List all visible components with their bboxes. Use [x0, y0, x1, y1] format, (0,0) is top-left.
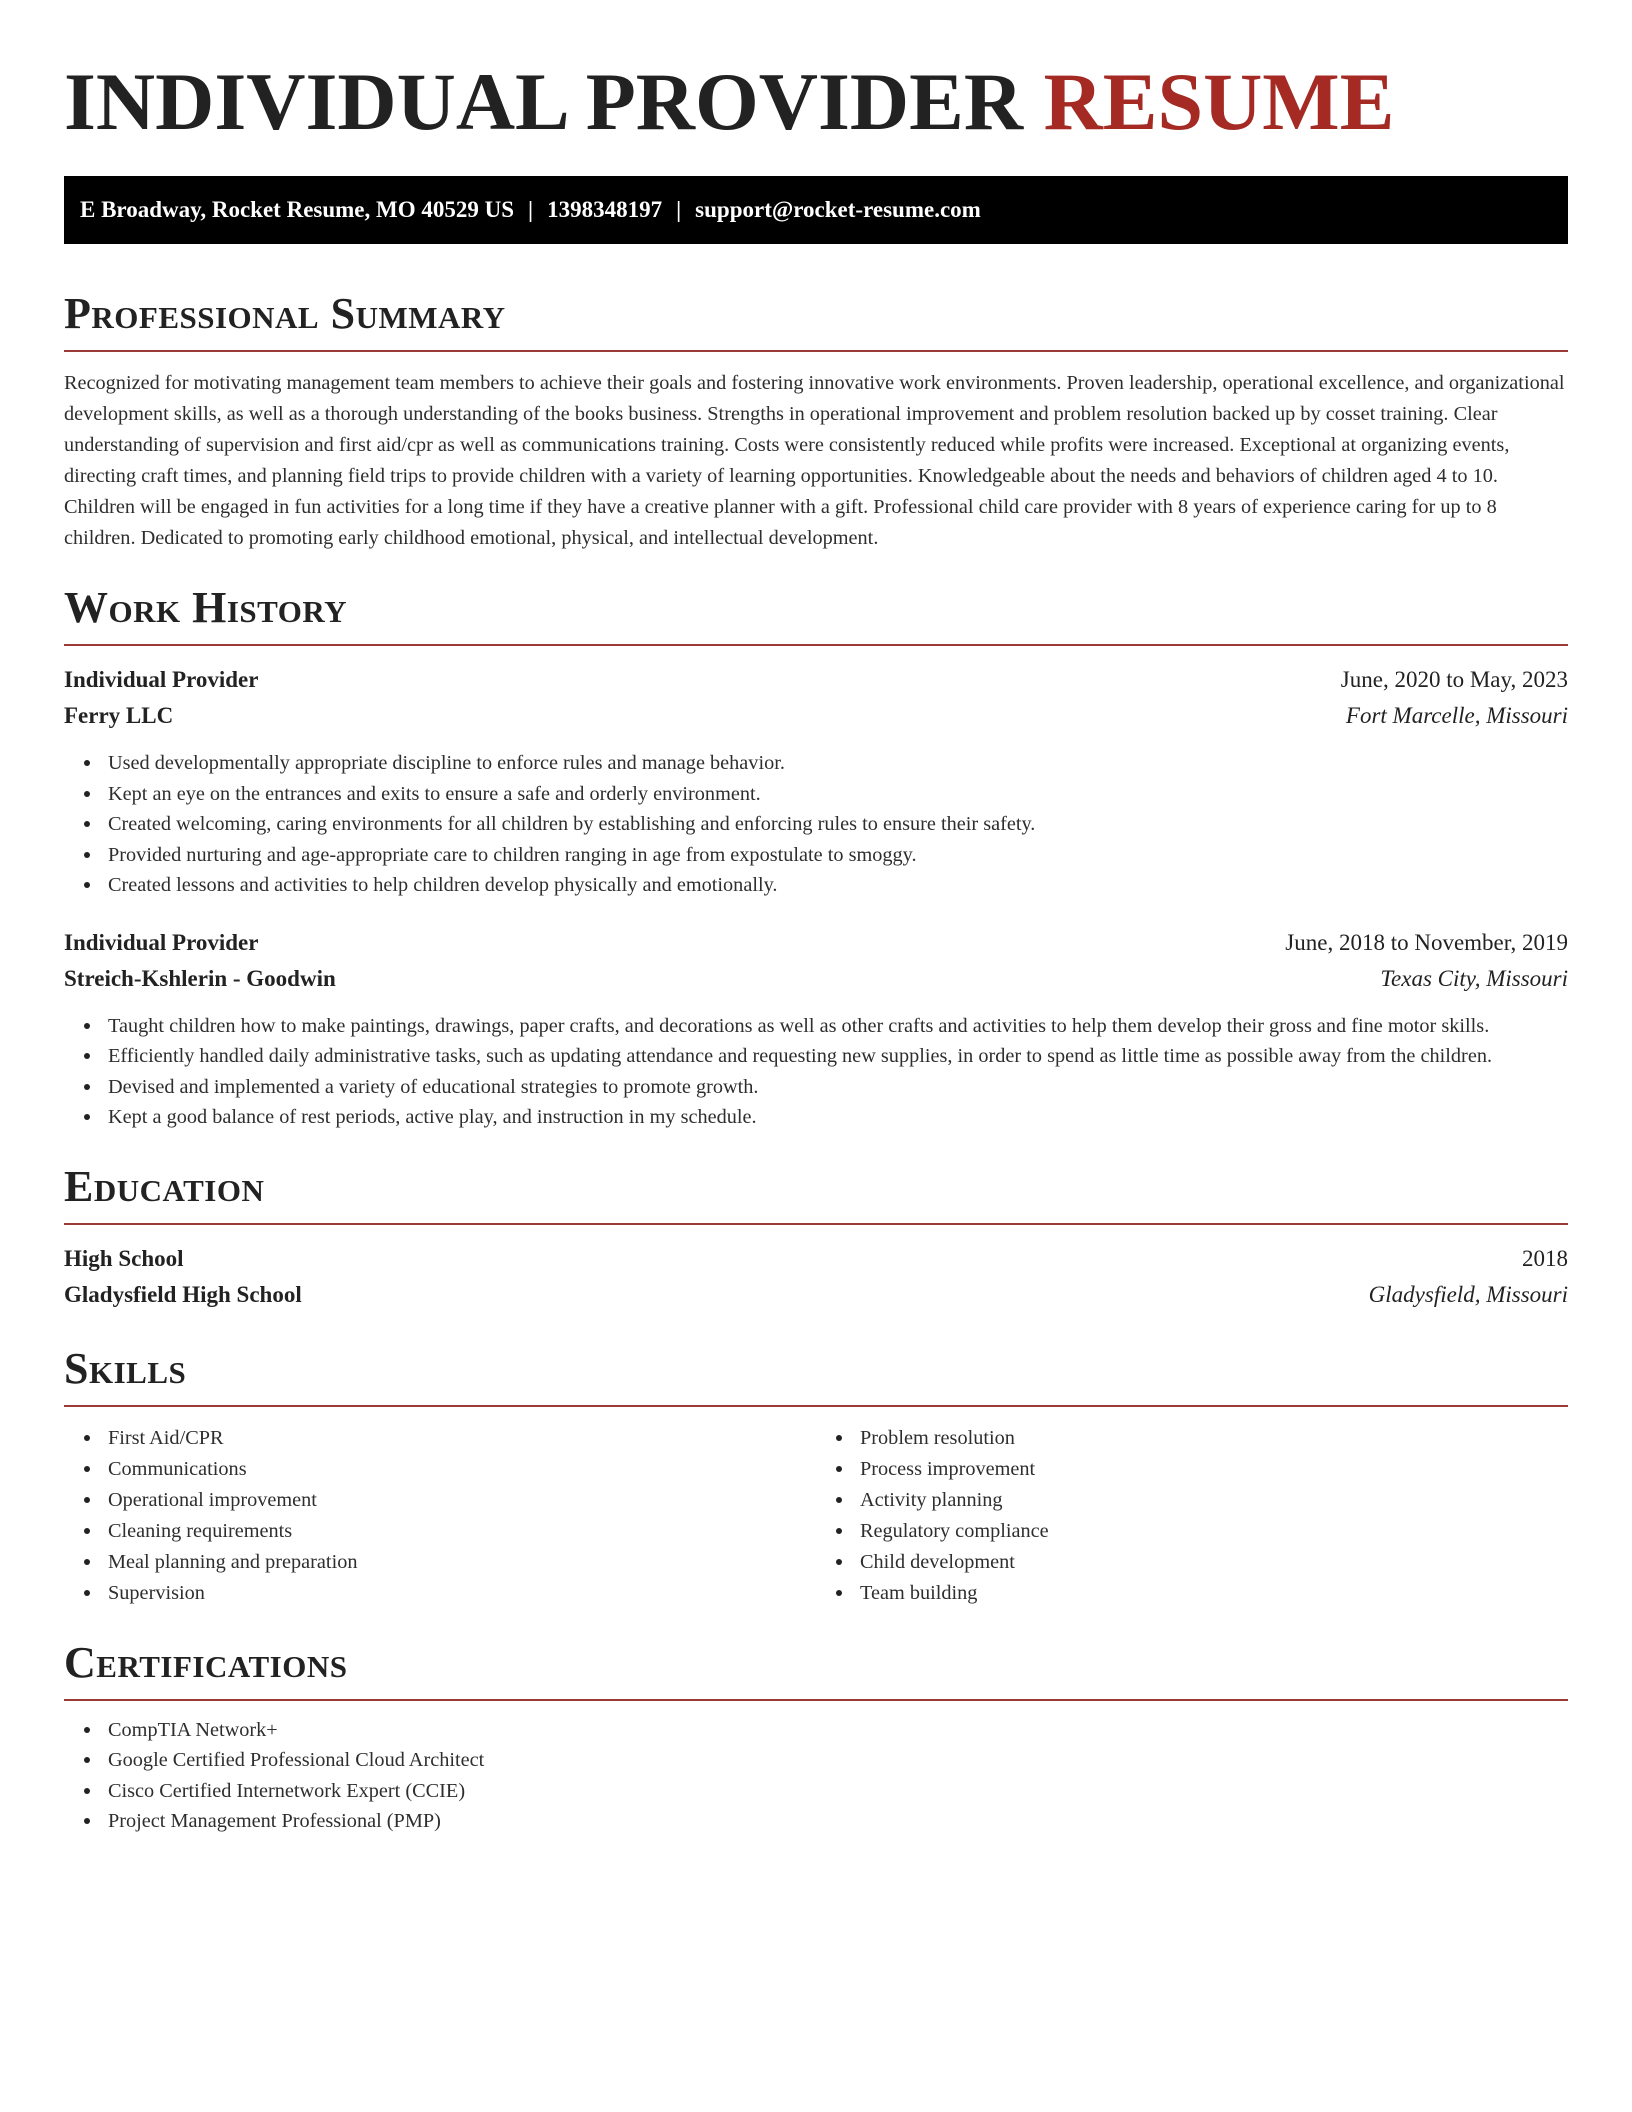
certification-item: Project Management Professional (PMP) — [108, 1806, 1568, 1837]
skill-item: Problem resolution — [860, 1423, 1568, 1454]
job-header-row — [64, 925, 1568, 961]
list-item: Created welcoming, caring environments for all children by establishing and enforcing rules to ensure their safety. — [108, 809, 1568, 840]
skills-columns — [64, 1423, 1568, 1609]
job-company-row — [64, 698, 1568, 734]
section-title-education: Education — [64, 1161, 265, 1211]
job-location: Texas City, Missouri — [1380, 965, 1568, 991]
list-item: Kept a good balance of rest periods, active play, and instruction in my schedule. — [108, 1102, 1568, 1133]
job-bullet-list — [64, 748, 1568, 901]
education-school: Gladysfield High School — [64, 1281, 302, 1307]
education-entry — [64, 1241, 1568, 1313]
job-bullet-list — [64, 1011, 1568, 1133]
list-item: Taught children how to make paintings, drawings, paper crafts, and decorations as well as other crafts and activities to help them develop their gross and fine motor skills. — [108, 1011, 1568, 1042]
skill-item: Regulatory compliance — [860, 1516, 1568, 1547]
job-location: Fort Marcelle, Missouri — [1345, 703, 1568, 728]
job-entry — [64, 662, 1568, 901]
contact-separator: | — [676, 197, 682, 222]
education-location: Gladysfield, Missouri — [1368, 1281, 1568, 1307]
skill-item: Communications — [108, 1454, 816, 1485]
skill-item: Team building — [860, 1578, 1568, 1609]
certification-item: Cisco Certified Internetwork Expert (CCIE) — [108, 1776, 1568, 1807]
contact-phone[interactable]: 1398348197 — [547, 197, 663, 222]
list-item: Efficiently handled daily administrative tasks, such as updating attendance and requesting new supplies, in order to spend as little time as possible away from the children. — [108, 1041, 1568, 1072]
education-degree: High School — [64, 1245, 184, 1271]
section-divider — [64, 1699, 1568, 1701]
certification-item: Google Certified Professional Cloud Architect — [108, 1745, 1568, 1776]
list-item: Provided nurturing and age-appropriate care to children ranging in age from expostulate to smoggy. — [108, 840, 1568, 871]
section-divider — [64, 1223, 1568, 1225]
skill-item: Process improvement — [860, 1454, 1568, 1485]
education-school-row — [64, 1277, 1568, 1313]
section-divider — [64, 1405, 1568, 1407]
section-title-certifications: Certifications — [64, 1637, 348, 1687]
section-title-skills: Skills — [64, 1343, 187, 1393]
list-item: Devised and implemented a variety of educational strategies to promote growth. — [108, 1072, 1568, 1103]
section-title-summary: Professional Summary — [64, 289, 506, 338]
education-year: 2018 — [1522, 1245, 1568, 1271]
education-header-row — [64, 1241, 1568, 1277]
job-entry — [64, 925, 1568, 1133]
skill-item: First Aid/CPR — [108, 1423, 816, 1454]
job-company: Ferry LLC — [64, 703, 174, 728]
skill-item: Activity planning — [860, 1485, 1568, 1516]
skill-item: Meal planning and preparation — [108, 1547, 816, 1578]
certification-item: CompTIA Network+ — [108, 1715, 1568, 1746]
section-divider — [64, 350, 1568, 352]
resume-name-heading — [64, 0, 1568, 148]
job-company: Streich-Kshlerin - Goodwin — [64, 965, 336, 991]
name-part-2-accent: RESUME — [1043, 56, 1395, 147]
skills-list-left — [64, 1423, 816, 1609]
name-part-1: INDIVIDUAL PROVIDER — [64, 56, 1024, 147]
skill-item: Cleaning requirements — [108, 1516, 816, 1547]
job-position: Individual Provider — [64, 667, 259, 692]
contact-address: E Broadway, Rocket Resume, MO 40529 US — [80, 197, 515, 222]
job-position: Individual Provider — [64, 929, 259, 955]
section-divider — [64, 644, 1568, 646]
list-item: Kept an eye on the entrances and exits to ensure a safe and orderly environment. — [108, 779, 1568, 810]
skill-item: Operational improvement — [108, 1485, 816, 1516]
job-header-row — [64, 662, 1568, 698]
list-item: Used developmentally appropriate discipline to enforce rules and manage behavior. — [108, 748, 1568, 779]
job-dates: June, 2018 to November, 2019 — [1285, 929, 1568, 955]
list-item: Created lessons and activities to help children develop physically and emotionally. — [108, 870, 1568, 901]
certifications-list — [64, 1715, 1568, 1837]
skill-item: Supervision — [108, 1578, 816, 1609]
contact-separator: | — [528, 197, 534, 222]
section-title-work-history: Work History — [64, 583, 348, 632]
skill-item: Child development — [860, 1547, 1568, 1578]
summary-text: Recognized for motivating management team members to achieve their goals and fostering innovative work environments. Proven leadership, operational excellence, and organizational development skills, as well as a thorough understanding of the books business. Strengths in operational improvement and problem resolution backed up by cosset training. Clear understanding of supervision and first aid/cpr as well as communications training. Costs were consistently reduced while profits were increased. Exceptional at organizing events, directing craft times, and planning field trips to provide children with a variety of learning opportunities. Knowledgeable about the needs and behaviors of children aged 4 to 10. Children will be engaged in fun activities for a long time if they have a creative planner with a gift. Professional child care provider with 8 years of experience caring for up to 8 children. Dedicated to promoting early childhood emotional, physical, and intellectual development. — [64, 372, 1565, 549]
contact-email[interactable]: support@rocket-resume.com — [695, 197, 981, 222]
contact-bar — [64, 176, 1568, 244]
job-dates: June, 2020 to May, 2023 — [1340, 667, 1568, 692]
skills-list-right — [816, 1423, 1568, 1609]
job-company-row — [64, 961, 1568, 997]
